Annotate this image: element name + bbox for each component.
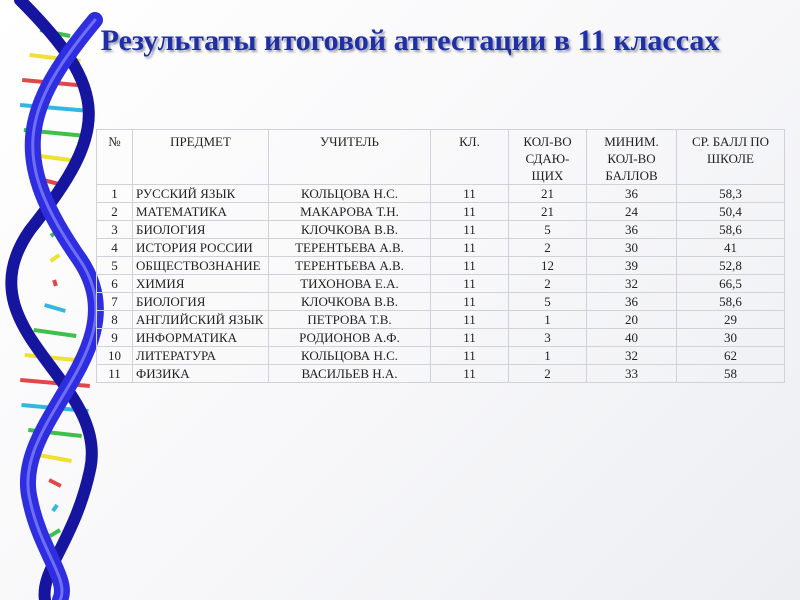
cell-subject: ИСТОРИЯ РОССИИ (133, 239, 269, 257)
table-row (97, 257, 785, 275)
cell-number: 6 (97, 275, 133, 293)
cell-subject: АНГЛИЙСКИЙ ЯЗЫК (133, 311, 269, 329)
header-teacher: УЧИТЕЛЬ (269, 130, 431, 185)
cell-teacher: КОЛЬЦОВА Н.С. (269, 185, 431, 203)
cell-avg-score: 58,3 (677, 185, 785, 203)
cell-number: 1 (97, 185, 133, 203)
table-row (97, 329, 785, 347)
cell-students-count: 5 (509, 221, 587, 239)
table-header-row (97, 130, 785, 185)
dna-rung (53, 505, 57, 511)
cell-students-count: 3 (509, 329, 587, 347)
cell-class: 11 (431, 293, 509, 311)
table-body (97, 185, 785, 383)
cell-class: 11 (431, 275, 509, 293)
header-avg-score: СР. БАЛЛ ПО ШКОЛЕ (677, 130, 785, 185)
cell-avg-score: 66,5 (677, 275, 785, 293)
cell-number: 10 (97, 347, 133, 365)
cell-subject: РУССКИЙ ЯЗЫК (133, 185, 269, 203)
cell-teacher: ТИХОНОВА Е.А. (269, 275, 431, 293)
cell-students-count: 5 (509, 293, 587, 311)
cell-students-count: 1 (509, 311, 587, 329)
cell-students-count: 21 (509, 203, 587, 221)
cell-class: 11 (431, 221, 509, 239)
cell-class: 11 (431, 239, 509, 257)
cell-min-score: 36 (587, 221, 677, 239)
cell-class: 11 (431, 203, 509, 221)
cell-teacher: КЛОЧКОВА В.В. (269, 293, 431, 311)
cell-teacher: РОДИОНОВ А.Ф. (269, 329, 431, 347)
cell-min-score: 39 (587, 257, 677, 275)
cell-students-count: 1 (509, 347, 587, 365)
cell-avg-score: 58,6 (677, 221, 785, 239)
header-subject: ПРЕДМЕТ (133, 130, 269, 185)
dna-rung (34, 330, 76, 336)
cell-min-score: 32 (587, 347, 677, 365)
header-class: КЛ. (431, 130, 509, 185)
dna-rung (45, 305, 66, 311)
cell-number: 4 (97, 239, 133, 257)
table-row (97, 239, 785, 257)
header-students-count: КОЛ-ВО СДАЮ-ЩИХ (509, 130, 587, 185)
cell-number: 9 (97, 329, 133, 347)
cell-subject: ИНФОРМАТИКА (133, 329, 269, 347)
table-row (97, 365, 785, 383)
table-row (97, 293, 785, 311)
cell-class: 11 (431, 257, 509, 275)
cell-students-count: 2 (509, 239, 587, 257)
cell-teacher: МАКАРОВА Т.Н. (269, 203, 431, 221)
cell-subject: ОБЩЕСТВОЗНАНИЕ (133, 257, 269, 275)
cell-avg-score: 58 (677, 365, 785, 383)
cell-teacher: ТЕРЕНТЬЕВА А.В. (269, 257, 431, 275)
dna-rung (50, 530, 60, 536)
cell-min-score: 33 (587, 365, 677, 383)
cell-min-score: 24 (587, 203, 677, 221)
cell-min-score: 40 (587, 329, 677, 347)
dna-rung (51, 255, 60, 261)
dna-rung (49, 480, 61, 486)
cell-class: 11 (431, 347, 509, 365)
cell-students-count: 2 (509, 275, 587, 293)
cell-avg-score: 30 (677, 329, 785, 347)
cell-number: 7 (97, 293, 133, 311)
header-number: № (97, 130, 133, 185)
cell-class: 11 (431, 185, 509, 203)
table-row (97, 185, 785, 203)
cell-students-count: 12 (509, 257, 587, 275)
table-row (97, 311, 785, 329)
cell-teacher: ВАСИЛЬЕВ Н.А. (269, 365, 431, 383)
cell-avg-score: 62 (677, 347, 785, 365)
table-row (97, 221, 785, 239)
cell-class: 11 (431, 329, 509, 347)
cell-min-score: 32 (587, 275, 677, 293)
cell-class: 11 (431, 311, 509, 329)
cell-number: 2 (97, 203, 133, 221)
cell-avg-score: 41 (677, 239, 785, 257)
cell-teacher: ПЕТРОВА Т.В. (269, 311, 431, 329)
cell-subject: ФИЗИКА (133, 365, 269, 383)
table-row (97, 347, 785, 365)
cell-min-score: 36 (587, 185, 677, 203)
cell-subject: БИОЛОГИЯ (133, 293, 269, 311)
cell-subject: БИОЛОГИЯ (133, 221, 269, 239)
page-title: Результаты итоговой аттестации в 11 классах (100, 24, 720, 57)
cell-teacher: ТЕРЕНТЬЕВА А.В. (269, 239, 431, 257)
cell-min-score: 30 (587, 239, 677, 257)
cell-students-count: 2 (509, 365, 587, 383)
cell-avg-score: 52,8 (677, 257, 785, 275)
cell-avg-score: 29 (677, 311, 785, 329)
dna-helix-decoration (0, 0, 110, 600)
cell-teacher: КОЛЬЦОВА Н.С. (269, 347, 431, 365)
cell-number: 3 (97, 221, 133, 239)
dna-rung (39, 455, 72, 461)
results-table (96, 129, 785, 383)
cell-avg-score: 50,4 (677, 203, 785, 221)
cell-min-score: 36 (587, 293, 677, 311)
header-min-score: МИНИМ. КОЛ-ВО БАЛЛОВ (587, 130, 677, 185)
cell-students-count: 21 (509, 185, 587, 203)
table-row (97, 203, 785, 221)
cell-number: 5 (97, 257, 133, 275)
dna-rung (54, 280, 56, 286)
cell-subject: ХИМИЯ (133, 275, 269, 293)
cell-avg-score: 58,6 (677, 293, 785, 311)
cell-subject: ЛИТЕРАТУРА (133, 347, 269, 365)
cell-subject: МАТЕМАТИКА (133, 203, 269, 221)
cell-number: 8 (97, 311, 133, 329)
cell-class: 11 (431, 365, 509, 383)
cell-teacher: КЛОЧКОВА В.В. (269, 221, 431, 239)
table-row (97, 275, 785, 293)
cell-number: 11 (97, 365, 133, 383)
cell-min-score: 20 (587, 311, 677, 329)
